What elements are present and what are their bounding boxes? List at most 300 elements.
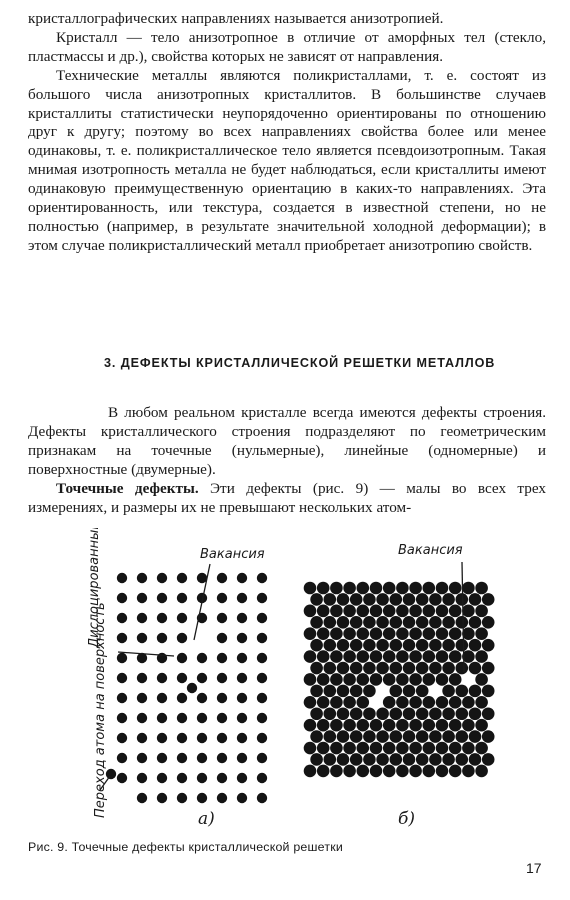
atom [330,582,343,595]
atom [383,696,396,709]
atom [197,733,207,743]
atom [376,662,389,675]
atom [217,693,227,703]
atom [330,719,343,732]
atom [137,573,147,583]
atom [350,730,363,743]
atom [442,616,455,629]
atom [324,685,337,698]
atom [383,605,396,618]
atom [357,719,370,732]
atom [482,639,495,652]
atom [197,753,207,763]
atom [383,650,396,663]
atom [376,593,389,606]
atom [423,605,436,618]
atom [237,693,247,703]
atom [137,613,147,623]
atom [416,707,429,720]
paragraph-anisotropy: кристаллографических направлениях называется анизотропией. [28,10,444,27]
paragraph-defects-intro: В любом реальном кристалле всегда имеются дефекты строения. Дефекты кристаллического строения подразделяют по геометрическим признакам на точечные (нульмерные), линейные (одномерные) и поверхностные (двумерные). [28,404,546,478]
atom [416,662,429,675]
atom [317,582,330,595]
atom [370,719,383,732]
atom [376,707,389,720]
atom [462,765,475,778]
atom [390,616,403,629]
atom [137,753,147,763]
atom [469,662,482,675]
atom [409,627,422,640]
atom [482,753,495,766]
atom [237,653,247,663]
atom-dislocated [187,683,197,693]
atom [310,753,323,766]
atom [330,650,343,663]
atom [436,719,449,732]
atom [137,593,147,603]
atom [429,639,442,652]
atom [177,733,187,743]
atom [257,653,267,663]
atom [449,742,462,755]
lattice-a [106,573,267,803]
atom [157,693,167,703]
atom [137,793,147,803]
atom [475,742,488,755]
atom [436,650,449,663]
atom [423,696,436,709]
atom [390,753,403,766]
atom [442,639,455,652]
atom [482,685,495,698]
atom [416,593,429,606]
atom [177,633,187,643]
atom [475,650,488,663]
atom [363,593,376,606]
atom [317,605,330,618]
atom [117,693,127,703]
atom [363,707,376,720]
atom [423,719,436,732]
atom [157,753,167,763]
atom [337,616,350,629]
atom [429,616,442,629]
atom [357,605,370,618]
atom [390,685,403,698]
atom [409,719,422,732]
atom [304,605,317,618]
atom [436,673,449,686]
atom [449,673,462,686]
atom [317,627,330,640]
atom [237,773,247,783]
atom [423,742,436,755]
atom [436,765,449,778]
atom [350,685,363,698]
label-surface-transition: Переход атома на поверхность [93,602,108,818]
atom [157,613,167,623]
atom [350,753,363,766]
atom [469,730,482,743]
atom [343,696,356,709]
atom [330,696,343,709]
atom [310,707,323,720]
atom [456,616,469,629]
text-block-bottom [28,404,546,517]
atom [475,673,488,686]
atom [304,742,317,755]
atom [343,765,356,778]
atom [376,753,389,766]
atom [357,696,370,709]
atom [117,633,127,643]
atom [462,582,475,595]
atom [343,673,356,686]
atom [409,742,422,755]
atom [423,765,436,778]
atom [257,693,267,703]
atom [330,605,343,618]
atom [310,730,323,743]
atom [396,650,409,663]
atom [442,593,455,606]
atom [177,713,187,723]
atom [423,582,436,595]
atom [317,673,330,686]
atom [436,627,449,640]
atom [363,685,376,698]
atom [304,673,317,686]
atom [257,713,267,723]
atom [475,605,488,618]
atom [416,639,429,652]
atom [343,582,356,595]
atom [157,573,167,583]
figure-point-defects [80,528,510,838]
atom [197,693,207,703]
atom [423,650,436,663]
atom [217,733,227,743]
atom [357,765,370,778]
atom [137,713,147,723]
atom [337,753,350,766]
atom [403,707,416,720]
atom [217,653,227,663]
atom [237,573,247,583]
atom [409,765,422,778]
atom [304,582,317,595]
atom [304,719,317,732]
atom [396,719,409,732]
atom [449,582,462,595]
atom [390,593,403,606]
atom [449,627,462,640]
atom [117,713,127,723]
atom [197,773,207,783]
atom [117,733,127,743]
atom [304,765,317,778]
atom [370,742,383,755]
atom [482,593,495,606]
paragraph-point-defects [28,480,546,518]
atom [475,582,488,595]
atom [304,627,317,640]
atom [370,673,383,686]
atom [469,753,482,766]
atom [429,730,442,743]
atom [462,696,475,709]
atom [237,613,247,623]
atom [257,593,267,603]
atom [304,696,317,709]
atom [237,633,247,643]
atom [343,605,356,618]
atom [257,733,267,743]
atom [237,753,247,763]
atom [390,707,403,720]
atom [177,593,187,603]
atom [370,582,383,595]
atom [376,730,389,743]
atom [469,685,482,698]
text-block-top [28,10,546,256]
atom [157,733,167,743]
atom [409,650,422,663]
atom [416,753,429,766]
atom [217,753,227,763]
atom [177,673,187,683]
atom [177,793,187,803]
atom [217,593,227,603]
atom [337,593,350,606]
atom [442,753,455,766]
atom [423,673,436,686]
atom [357,742,370,755]
atom [449,719,462,732]
atom [383,742,396,755]
page-number: 17 [526,860,542,876]
atom [409,582,422,595]
atom [403,593,416,606]
atom [462,719,475,732]
atom [403,616,416,629]
atom [157,593,167,603]
atom [217,773,227,783]
atom [403,685,416,698]
atom [257,573,267,583]
atom [117,673,127,683]
atom [469,707,482,720]
lattice-b [304,582,495,777]
paragraph-technical-metals: Технические металлы являются поликристаллами, т. е. состоят из большого числа анизотропных кристаллитов. В большинстве случаев кристаллиты статистически неупорядоченно ориентированы по отношению друг к другу; поэтому во всех направлениях свойства более или менее одинаковы, т. е. поликристаллическое тело является псевдоизотропным. Такая мнимая изотропность металла не будет наблюдаться, если кристаллиты имеют одинаковую преимущественную ориентацию в каких-то направлениях. Эта ориентированность, или текстура, создается в известной степени, но не полностью (например, в результате значительной холодной деформации); в этом случае поликристаллический металл приобретает анизотропию свойств. [28,66,546,254]
point-defects-text: Эти дефекты (рис. 9) — малы во всех трех измерениях, и размеры их не превышают нескольких атом- [28,479,546,516]
atom [462,605,475,618]
atom [403,639,416,652]
atom [416,616,429,629]
atom [436,605,449,618]
section-heading: 3. ДЕФЕКТЫ КРИСТАЛЛИЧЕСКОЙ РЕШЕТКИ МЕТАЛЛОВ [104,356,496,370]
atom [456,753,469,766]
figure-caption: Рис. 9. Точечные дефекты кристаллической решетки [28,840,343,854]
atom [403,730,416,743]
atom [324,662,337,675]
atom [436,696,449,709]
atom [343,742,356,755]
atom [357,650,370,663]
atom [177,773,187,783]
atom [390,730,403,743]
atom [117,593,127,603]
atom [370,605,383,618]
atom [383,673,396,686]
atom [396,605,409,618]
subfigure-label-b: б) [398,809,416,829]
atom [237,673,247,683]
atom [456,707,469,720]
atom [137,773,147,783]
atom [324,593,337,606]
paragraph-crystal: Кристалл — тело анизотропное в отличие от аморфных тел (стекло, пластмассы и др.), свойства которых не зависят от направления. [28,28,546,65]
atom [350,707,363,720]
label-vacancy-b: Вакансия [398,543,463,558]
atom [442,685,455,698]
atom [310,616,323,629]
atom [482,730,495,743]
atom [257,613,267,623]
atom [363,639,376,652]
label-dislocated-atom: Дислоцированный атом [87,528,102,648]
atom [429,662,442,675]
atom [157,633,167,643]
atom [337,639,350,652]
atom [469,593,482,606]
atom [350,616,363,629]
atom [310,593,323,606]
atom [197,673,207,683]
atom [157,793,167,803]
atom [462,742,475,755]
atom [396,673,409,686]
atom [383,719,396,732]
atom [217,613,227,623]
atom [117,613,127,623]
atom [177,753,187,763]
atom [217,713,227,723]
atom [137,673,147,683]
atom [376,616,389,629]
atom [310,662,323,675]
atom [337,685,350,698]
atom [177,573,187,583]
atom [475,696,488,709]
atom [376,639,389,652]
atom [449,765,462,778]
atom [330,673,343,686]
atom [416,685,429,698]
atom [469,616,482,629]
atom [456,685,469,698]
atom [117,753,127,763]
atom [337,707,350,720]
atom [177,613,187,623]
atom [456,662,469,675]
atom [177,693,187,703]
atom [482,616,495,629]
atom [330,742,343,755]
atom [363,753,376,766]
atom [423,627,436,640]
atom [157,773,167,783]
atom [383,627,396,640]
atom [396,582,409,595]
atom [257,773,267,783]
atom [390,639,403,652]
atom [456,593,469,606]
atom [350,639,363,652]
atom [304,650,317,663]
figure-drawing [80,528,510,838]
atom [257,793,267,803]
atom [396,765,409,778]
atom [257,753,267,763]
atom [469,639,482,652]
atom [343,650,356,663]
atom [117,773,127,783]
atom [237,733,247,743]
subfigure-label-a: а) [198,809,215,829]
atom [337,730,350,743]
atom [370,765,383,778]
atom [357,582,370,595]
point-defects-label: Точечные дефекты. [56,479,199,497]
atom [330,765,343,778]
atom [330,627,343,640]
atom [217,673,227,683]
atom [442,730,455,743]
atom [363,616,376,629]
atom [324,616,337,629]
atom [137,633,147,643]
atom [317,650,330,663]
atom [390,662,403,675]
atom [343,627,356,640]
atom [317,765,330,778]
atom [217,573,227,583]
atom [357,673,370,686]
atom [429,707,442,720]
atom [324,639,337,652]
atom [343,719,356,732]
atom [396,742,409,755]
atom [383,765,396,778]
atom [449,696,462,709]
atom [324,753,337,766]
atom [409,696,422,709]
atom [383,582,396,595]
atom [217,633,227,643]
atom [317,719,330,732]
atom [409,605,422,618]
atom [237,593,247,603]
atom [350,662,363,675]
atom [197,713,207,723]
atom [416,730,429,743]
atom [350,593,363,606]
atom [117,573,127,583]
atom [403,662,416,675]
atom [456,730,469,743]
